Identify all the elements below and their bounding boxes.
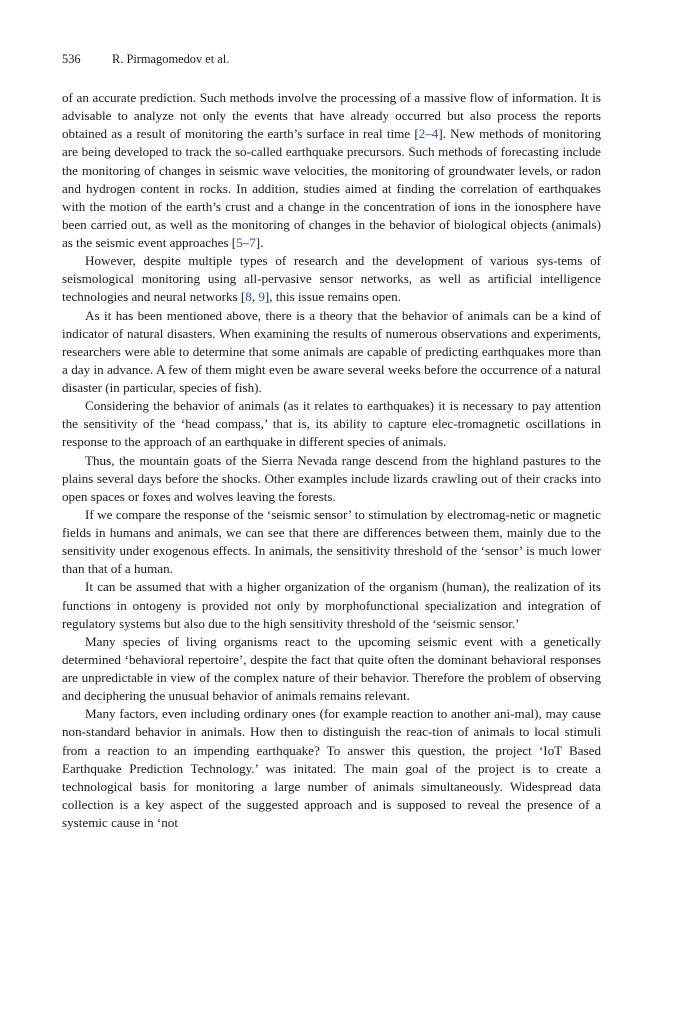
paragraph (62, 89, 601, 252)
paragraph-text: Considering the behavior of animals (as it relates to earthquakes) it is necessary to pay attention the sensitivity of the ‘head compass,’ that is, its ability to capture elec-tromagnetic oscillations in response to the approach of an earthquake in different species of animals. (62, 398, 601, 450)
paragraph-text: – (242, 235, 250, 250)
paragraph-text: Many factors, even including ordinary ones (for example reaction to another ani-mal), may cause non-standard behavior in animals. How then to distinguish the reac-tion of animals to local stimuli from a reaction to an impending earthquake? To answer this question, the project ‘IoT Based Earthquake Prediction Technology.’ was initated. The main goal of the project is to create a technological basis for monitoring a large number of animals simultaneously. Widespread data collection is a key aspect of the suggested approach and is supposed to reveal the presence of a systemic cause in ‘not (62, 706, 601, 830)
paragraph-text: If we compare the response of the ‘seismic sensor’ to stimulation by electromag-netic or magnetic fields in humans and animals, we can see that there are differences between them, mainly due to the sensitivity under exogenous effects. In animals, the sensitivity threshold of the ‘sensor’ is much lower than that of a human. (62, 506, 601, 577)
paragraph-text: Thus, the mountain goats of the Sierra Nevada range descend from the highland pastures to the plains several days before the shocks. Other examples include lizards crawling out of their cracks into open spaces or foxes and wolves leaving the forests. (62, 452, 601, 504)
paragraph-text: ]. New methods of monitoring are being developed to track the so-called earthquake precursors. Such methods of forecasting include the monitoring of changes in seismic wave velocities, the monitoring of groundwater levels, or radon and hydrogen content in rocks. In addition, studies aimed at finding the correlation of earthquakes with the motion of the earth’s crust and a change in the concentration of ions in the ionosphere have been carried out, as well as the monitoring of changes in the behavior of biological objects (animals) as the seismic event approaches [ (62, 126, 602, 250)
document-page (62, 51, 601, 832)
paragraph-text: However, despite multiple types of research and the development of various sys-tems of seismological monitoring using all-pervasive sensor networks, as well as artificial intelligence technologies and neural networks [ (62, 253, 601, 305)
citation-link[interactable]: 4 (431, 126, 439, 142)
running-head-authors: R. Pirmagomedov et al. (112, 52, 230, 66)
paragraph (62, 307, 601, 398)
paragraph-text: of an accurate prediction. Such methods involve the processing of a massive flow of information. It is advisable to analyze not only the events that have already occurred but also process the reports obtained as a result of monitoring the earth’s surface in real time [ (62, 90, 601, 142)
citation-link[interactable]: 8 (245, 289, 252, 305)
citation-link[interactable]: 7 (249, 235, 256, 250)
paragraph-text: As it has been mentioned above, there is a theory that the behavior of animals can be a kind of indicator of natural disasters. When examining the results of numerous observations and experiments, researchers were able to determine that some animals are capable of predicting earthquakes more than a day in advance. A few of them might even be aware several weeks before the occurrence of a natural disaster (in particular, species of fish). (62, 307, 601, 395)
running-head (62, 51, 601, 68)
paragraph-text: It can be assumed that with a higher organization of the organism (human), the realization of its functions in ontogeny is provided not only by morphofunctional specialization and integration of regulatory systems but also due to the high sensitivity threshold of the ‘seismic sensor.’ (62, 579, 601, 631)
paragraph-text: , (251, 289, 259, 305)
paragraph-text: Many species of living organisms react to the upcoming seismic event with a genetically determined ‘behavioral repertoire’, despite the fact that quite often the dominant behavioral responses are unpredictable in view of the complex nature of their behavior. Therefore the problem of observing and deciphering the unusual behavior of animals remains relevant. (62, 633, 601, 704)
paragraph-text: – (425, 126, 432, 142)
paragraph (62, 397, 601, 451)
citation-link[interactable]: 9 (258, 289, 265, 305)
paragraph (62, 252, 601, 306)
body-text (62, 89, 601, 832)
paragraph (62, 705, 601, 832)
paragraph (62, 506, 601, 579)
paragraph (62, 578, 601, 632)
citation-link[interactable]: 5 (236, 235, 243, 250)
paragraph-text: ]. (255, 235, 264, 250)
page-number: 536 (62, 52, 81, 66)
paragraph (62, 633, 601, 706)
paragraph (62, 452, 601, 506)
paragraph-text: ], this issue remains open. (264, 289, 401, 305)
citation-link[interactable]: 2 (418, 126, 426, 142)
